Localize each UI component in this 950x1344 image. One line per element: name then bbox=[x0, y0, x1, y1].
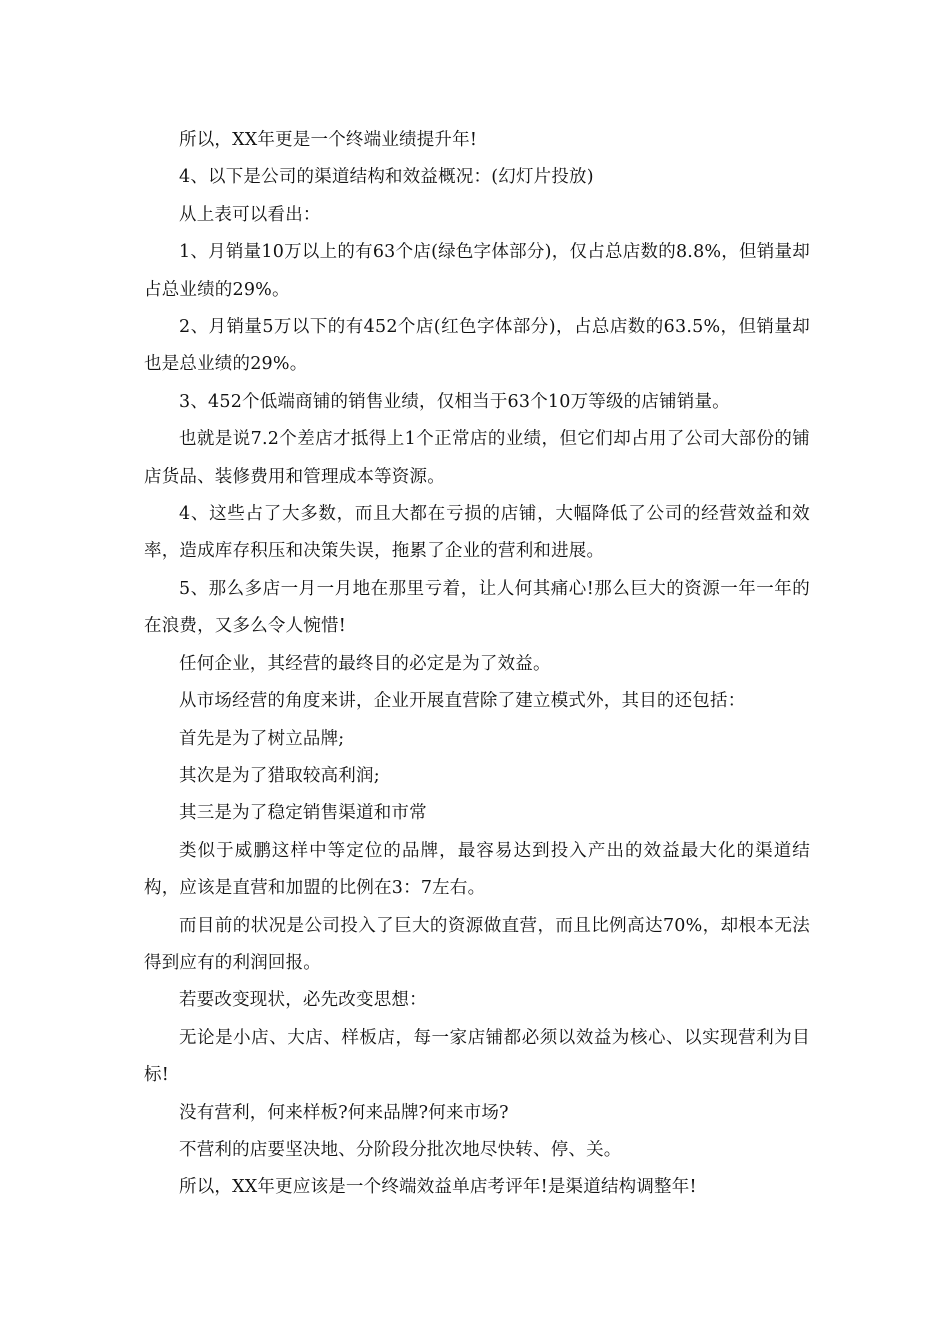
paragraph-16: 而目前的状况是公司投入了巨大的资源做直营，而且比例高达70%，却根本无法得到应有的利润回报。 bbox=[144, 915, 810, 973]
paragraph-3: 从上表可以看出： bbox=[179, 204, 321, 225]
paragraph-6: 3、452个低端商铺的销售业绩，仅相当于63个10万等级的店铺销量。 bbox=[179, 391, 730, 412]
paragraph-10: 任何企业，其经营的最终目的必定是为了效益。 bbox=[179, 653, 551, 674]
paragraph-11: 从市场经营的角度来讲，企业开展直营除了建立模式外，其目的还包括： bbox=[179, 691, 746, 712]
paragraph-21: 所以，XX年更应该是一个终端效益单店考评年!是渠道结构调整年! bbox=[179, 1177, 697, 1198]
paragraph-19: 没有营利，何来样板?何来品牌?何来市场? bbox=[179, 1102, 509, 1123]
paragraph-20: 不营利的店要坚决地、分阶段分批次地尽快转、停、关。 bbox=[179, 1139, 622, 1160]
paragraph-15: 类似于威鹏这样中等定位的品牌，最容易达到投入产出的效益最大化的渠道结构，应该是直营和加盟的比例在3：7左右。 bbox=[144, 840, 810, 899]
paragraph-18: 无论是小店、大店、样板店，每一家店铺都必须以效益为核心、以实现营利为目标! bbox=[144, 1027, 810, 1086]
paragraph-1: 所以，XX年更是一个终端业绩提升年! bbox=[179, 130, 478, 150]
paragraph-7: 也就是说7.2个差店才抵得上1个正常店的业绩，但它们却占用了公司大部份的铺店货品、装修费用和管理成本等资源。 bbox=[144, 429, 810, 487]
paragraph-8: 4、这些占了大多数，而且大都在亏损的店铺，大幅降低了公司的经营效益和效率，造成库存积压和决策失误，拖累了企业的营利和进展。 bbox=[144, 504, 810, 562]
paragraph-13: 其次是为了猎取较高利润; bbox=[179, 765, 380, 786]
paragraph-17: 若要改变现状，必先改变思想： bbox=[179, 990, 427, 1011]
document-body bbox=[144, 122, 810, 1207]
paragraph-14: 其三是为了稳定销售渠道和市常 bbox=[179, 803, 427, 824]
paragraph-9: 5、那么多店一月一月地在那里亏着，让人何其痛心!那么巨大的资源一年一年的在浪费，又多么令人惋惜! bbox=[144, 578, 810, 637]
paragraph-2: 4、以下是公司的渠道结构和效益概况：(幻灯片投放) bbox=[179, 167, 594, 188]
paragraph-4: 1、月销量10万以上的有63个店(绿色字体部分)，仅占总店数的8.8%，但销量却占总业绩的29%。 bbox=[144, 242, 810, 300]
paragraph-5: 2、月销量5万以下的有452个店(红色字体部分)，占总店数的63.5%，但销量却也是总业绩的29%。 bbox=[144, 317, 810, 375]
paragraph-12: 首先是为了树立品牌; bbox=[179, 728, 345, 749]
